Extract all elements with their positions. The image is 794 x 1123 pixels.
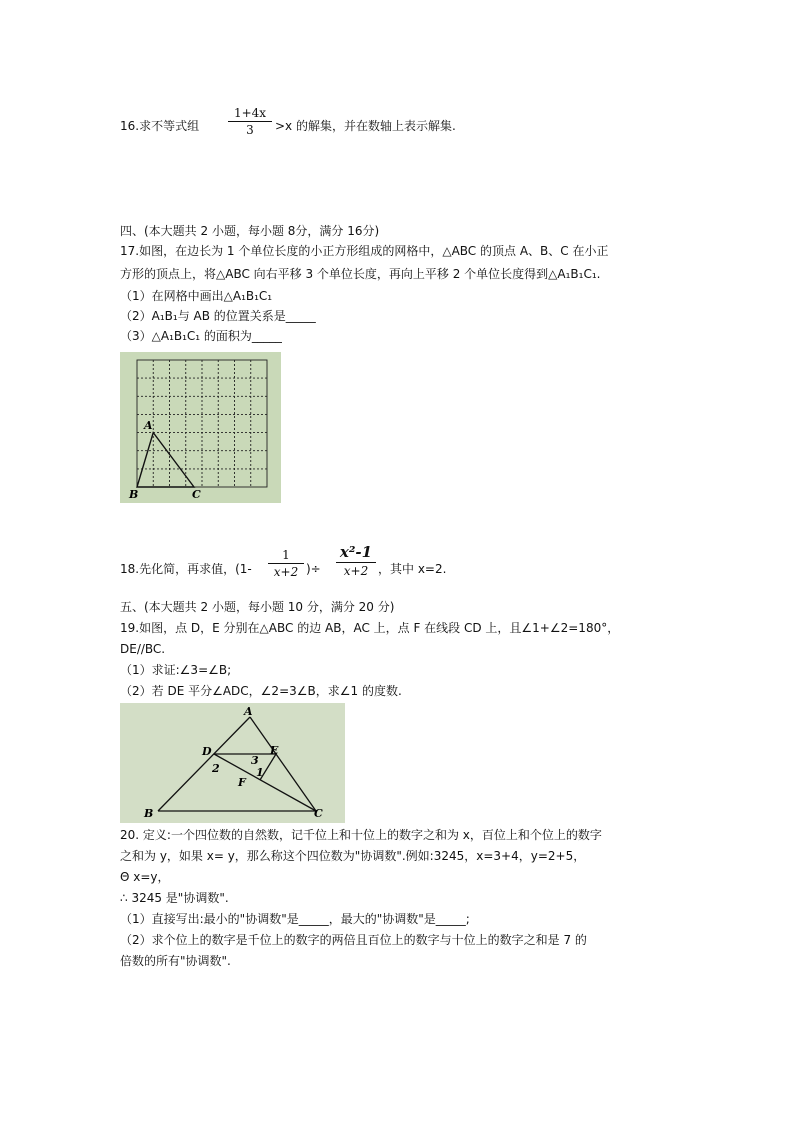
q17-grid-figure: [120, 352, 281, 503]
label-b: B: [129, 488, 139, 501]
section5-heading: 五、(本大题共 2 小题，每小题 10 分，满分 20 分): [120, 600, 395, 614]
q16-suffix: >x 的解集，并在数轴上表示解集.: [275, 119, 456, 133]
q20-line1: 20. 定义:一个四位数的自然数，记千位上和十位上的数字之和为 x，百位上和个位上的数字: [120, 828, 602, 842]
q19-line1: 19.如图，点 D，E 分别在△ABC 的边 AB，AC 上，点 F 在线段 CD 上，且∠1+∠2=180°，: [120, 621, 620, 635]
q19-triangle-figure: [120, 703, 345, 823]
q17-sub2: （2）A₁B₁与 AB 的位置关系是_____: [120, 309, 316, 323]
label-angle-3: 3: [251, 754, 259, 767]
q17-line1: 17.如图，在边长为 1 个单位长度的小正方形组成的网格中，△ABC 的顶点 A、B、C 在小正: [120, 244, 609, 258]
segment-ab: [158, 717, 250, 811]
q19-sub2: （2）若 DE 平分∠ADC，∠2=3∠B，求∠1 的度数.: [120, 684, 402, 698]
q16-frac-denominator: 3: [246, 123, 254, 137]
q20-line4: ∴ 3245 是"协调数".: [120, 891, 229, 905]
q16-fraction: [228, 106, 272, 137]
q20-sub2-line2: 倍数的所有"协调数".: [120, 954, 231, 968]
label-b: B: [144, 807, 154, 820]
label-angle-1: 1: [256, 766, 264, 779]
q20-line2: 之和为 y，如果 x= y，那么称这个四位数为"协调数".例如:3245，x=3+4，y=2+5，: [120, 849, 586, 863]
label-f: F: [238, 776, 246, 789]
label-d: D: [202, 745, 212, 758]
q18-frac2-numerator: x²-1: [336, 543, 376, 563]
q18-frac1-denominator: x+2: [273, 565, 299, 579]
label-c: C: [314, 807, 323, 820]
q18-frac2-denominator: x+2: [343, 564, 369, 578]
label-a: A: [244, 705, 253, 718]
grid-lines: [137, 360, 267, 487]
grid-svg: [120, 352, 281, 503]
grid-border: [137, 360, 267, 487]
q16-prefix: 16.求不等式组: [120, 119, 200, 133]
label-a: A: [144, 419, 153, 432]
q18-prefix: 18.先化简，再求值，(1-: [120, 562, 252, 576]
label-angle-2: 2: [212, 762, 220, 775]
q18-fraction1: [268, 548, 304, 579]
q18-suffix: ，其中 x=2.: [378, 562, 447, 576]
segment-dc: [214, 754, 316, 811]
q17-sub1: （1）在网格中画出△A₁B₁C₁: [120, 289, 273, 303]
q16-frac-numerator: 1+4x: [228, 106, 272, 122]
label-e: E: [270, 744, 279, 757]
section4-heading: 四、(本大题共 2 小题，每小题 8分，满分 16分): [120, 224, 380, 238]
q20-sub1: （1）直接写出:最小的"协调数"是_____，最大的"协调数"是_____;: [120, 912, 470, 926]
q17-sub3: （3）△A₁B₁C₁ 的面积为_____: [120, 329, 282, 343]
q20-line3: Θ x=y，: [120, 870, 170, 884]
label-c: C: [192, 488, 201, 501]
q18-mid: )÷: [306, 562, 321, 576]
q18-fraction2: [336, 543, 376, 578]
q19-sub1: （1）求证:∠3=∠B;: [120, 663, 232, 677]
segment-ac: [250, 717, 316, 811]
q20-sub2-line1: （2）求个位上的数字是千位上的数字的两倍且百位上的数字与十位上的数字之和是 7 的: [120, 933, 587, 947]
q18-frac1-numerator: 1: [268, 548, 304, 564]
q17-line2: 方形的顶点上，将△ABC 向右平移 3 个单位长度，再向上平移 2 个单位长度得到△A₁B₁C₁.: [120, 267, 601, 281]
q19-line2: DE//BC.: [120, 642, 166, 656]
triangle-svg: [120, 703, 345, 823]
